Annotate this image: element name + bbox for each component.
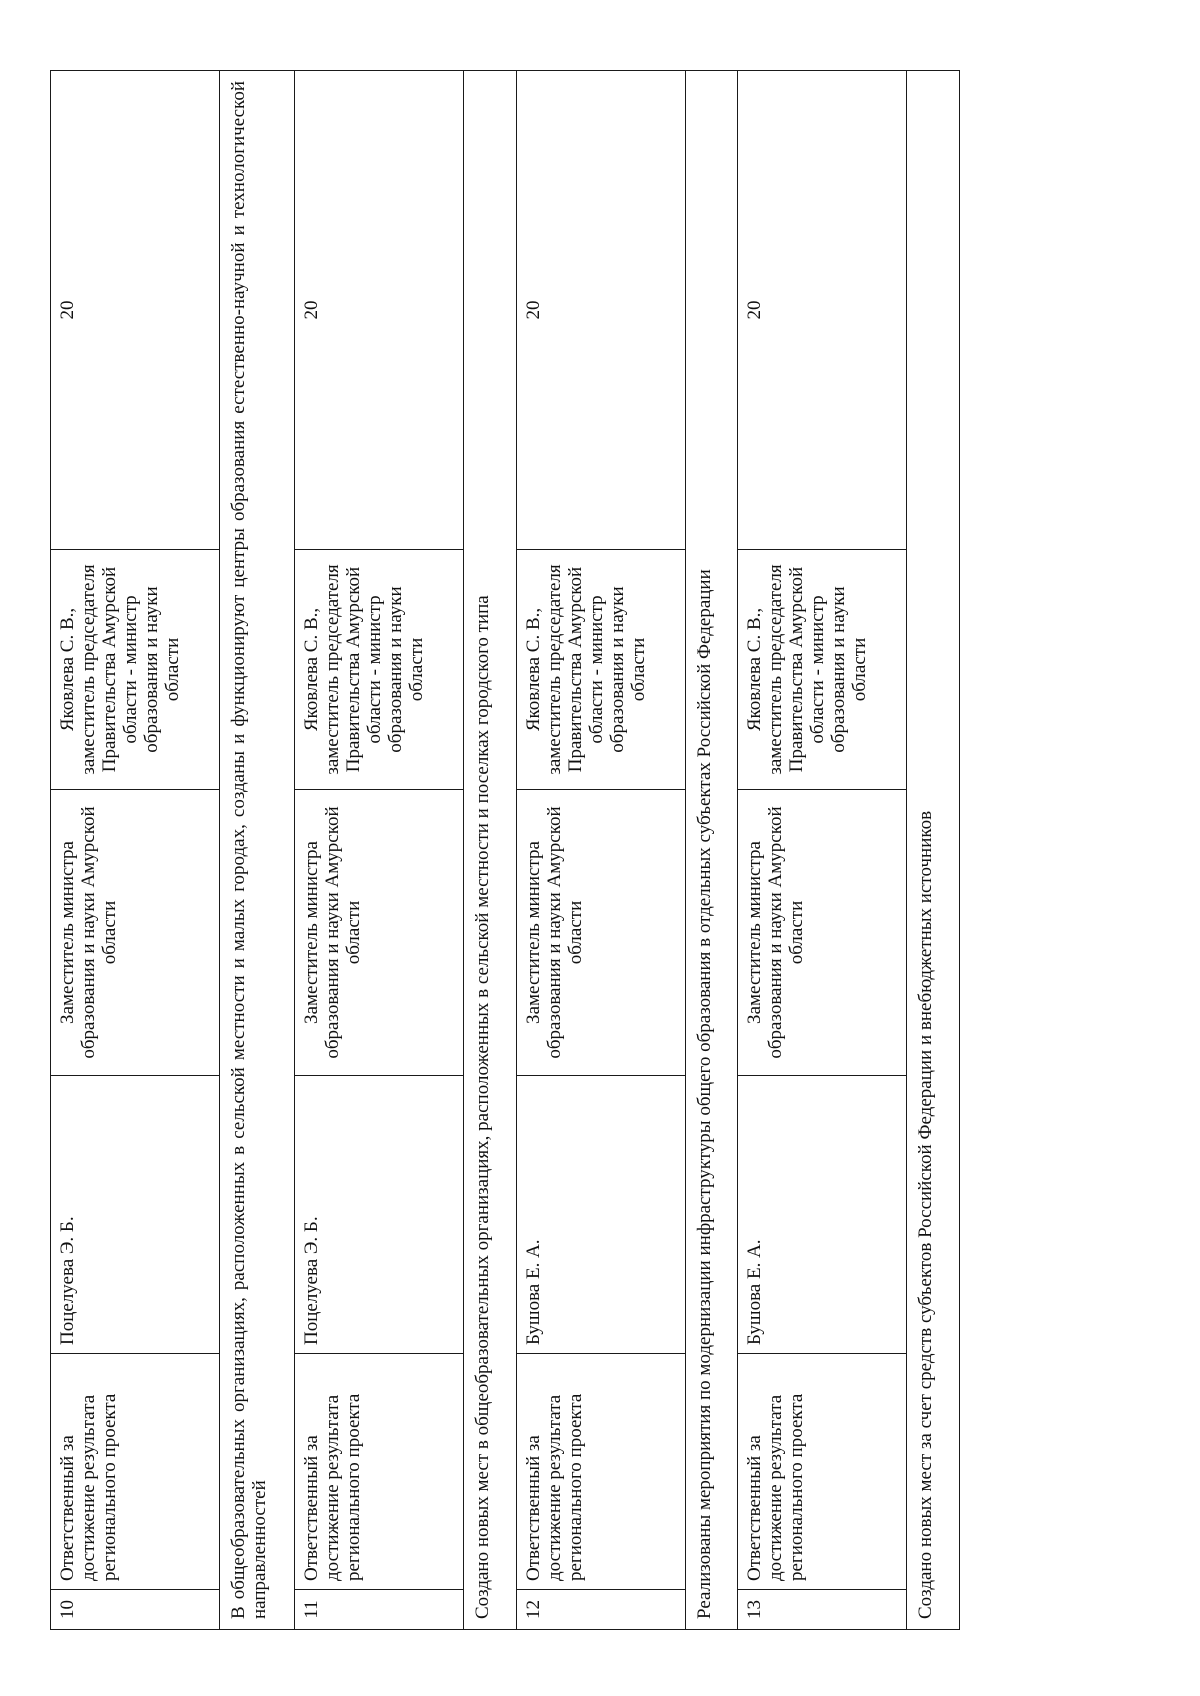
value-cell: 20 (738, 71, 907, 550)
supervisor-cell: Яковлева С. В., заместитель председателя Правительства Амурской области - министр образования и науки области (295, 550, 464, 790)
rotated-page (50, 70, 960, 1630)
role-cell: Ответственный за достижение результата регионального проекта (516, 1354, 685, 1590)
section-heading: Создано новых мест в общеобразовательных организациях, расположенных в сельской местности и поселках городского типа (464, 71, 517, 1630)
table-row (516, 71, 685, 1630)
role-cell: Ответственный за достижение результата регионального проекта (738, 1354, 907, 1590)
position-cell: Заместитель министра образования и науки Амурской области (516, 790, 685, 1076)
table-row (51, 71, 220, 1630)
position-cell: Заместитель министра образования и науки Амурской области (295, 790, 464, 1076)
supervisor-cell: Яковлева С. В., заместитель председателя Правительства Амурской области - министр образования и науки области (516, 550, 685, 790)
section-heading: В общеобразовательных организациях, расположенных в сельской местности и малых городах, созданы и функционируют центры образования естественно-научной и технологической направленностей (219, 71, 295, 1630)
person-cell: Поцелуева Э. Б. (295, 1076, 464, 1354)
section-heading: Создано новых мест за счет средств субъектов Российской Федерации и внебюджетных источников (907, 71, 960, 1630)
section-row (907, 71, 960, 1630)
position-cell: Заместитель министра образования и науки Амурской области (51, 790, 220, 1076)
responsibility-table (50, 70, 960, 1630)
table-row (738, 71, 907, 1630)
role-cell: Ответственный за достижение результата регионального проекта (295, 1354, 464, 1590)
person-cell: Бушова Е. А. (516, 1076, 685, 1354)
row-number: 10 (51, 1590, 220, 1630)
person-cell: Бушова Е. А. (738, 1076, 907, 1354)
value-cell: 20 (51, 71, 220, 550)
row-number: 12 (516, 1590, 685, 1630)
section-row (464, 71, 517, 1630)
position-cell: Заместитель министра образования и науки Амурской области (738, 790, 907, 1076)
value-cell: 20 (516, 71, 685, 550)
section-heading: Реализованы мероприятия по модернизации инфраструктуры общего образования в отдельных субъектах Российской Федерации (685, 71, 738, 1630)
table-row (295, 71, 464, 1630)
section-row (219, 71, 295, 1630)
role-cell: Ответственный за достижение результата регионального проекта (51, 1354, 220, 1590)
section-row (685, 71, 738, 1630)
supervisor-cell: Яковлева С. В., заместитель председателя Правительства Амурской области - министр образования и науки области (51, 550, 220, 790)
row-number: 13 (738, 1590, 907, 1630)
row-number: 11 (295, 1590, 464, 1630)
person-cell: Поцелуева Э. Б. (51, 1076, 220, 1354)
value-cell: 20 (295, 71, 464, 550)
supervisor-cell: Яковлева С. В., заместитель председателя Правительства Амурской области - министр образования и науки области (738, 550, 907, 790)
